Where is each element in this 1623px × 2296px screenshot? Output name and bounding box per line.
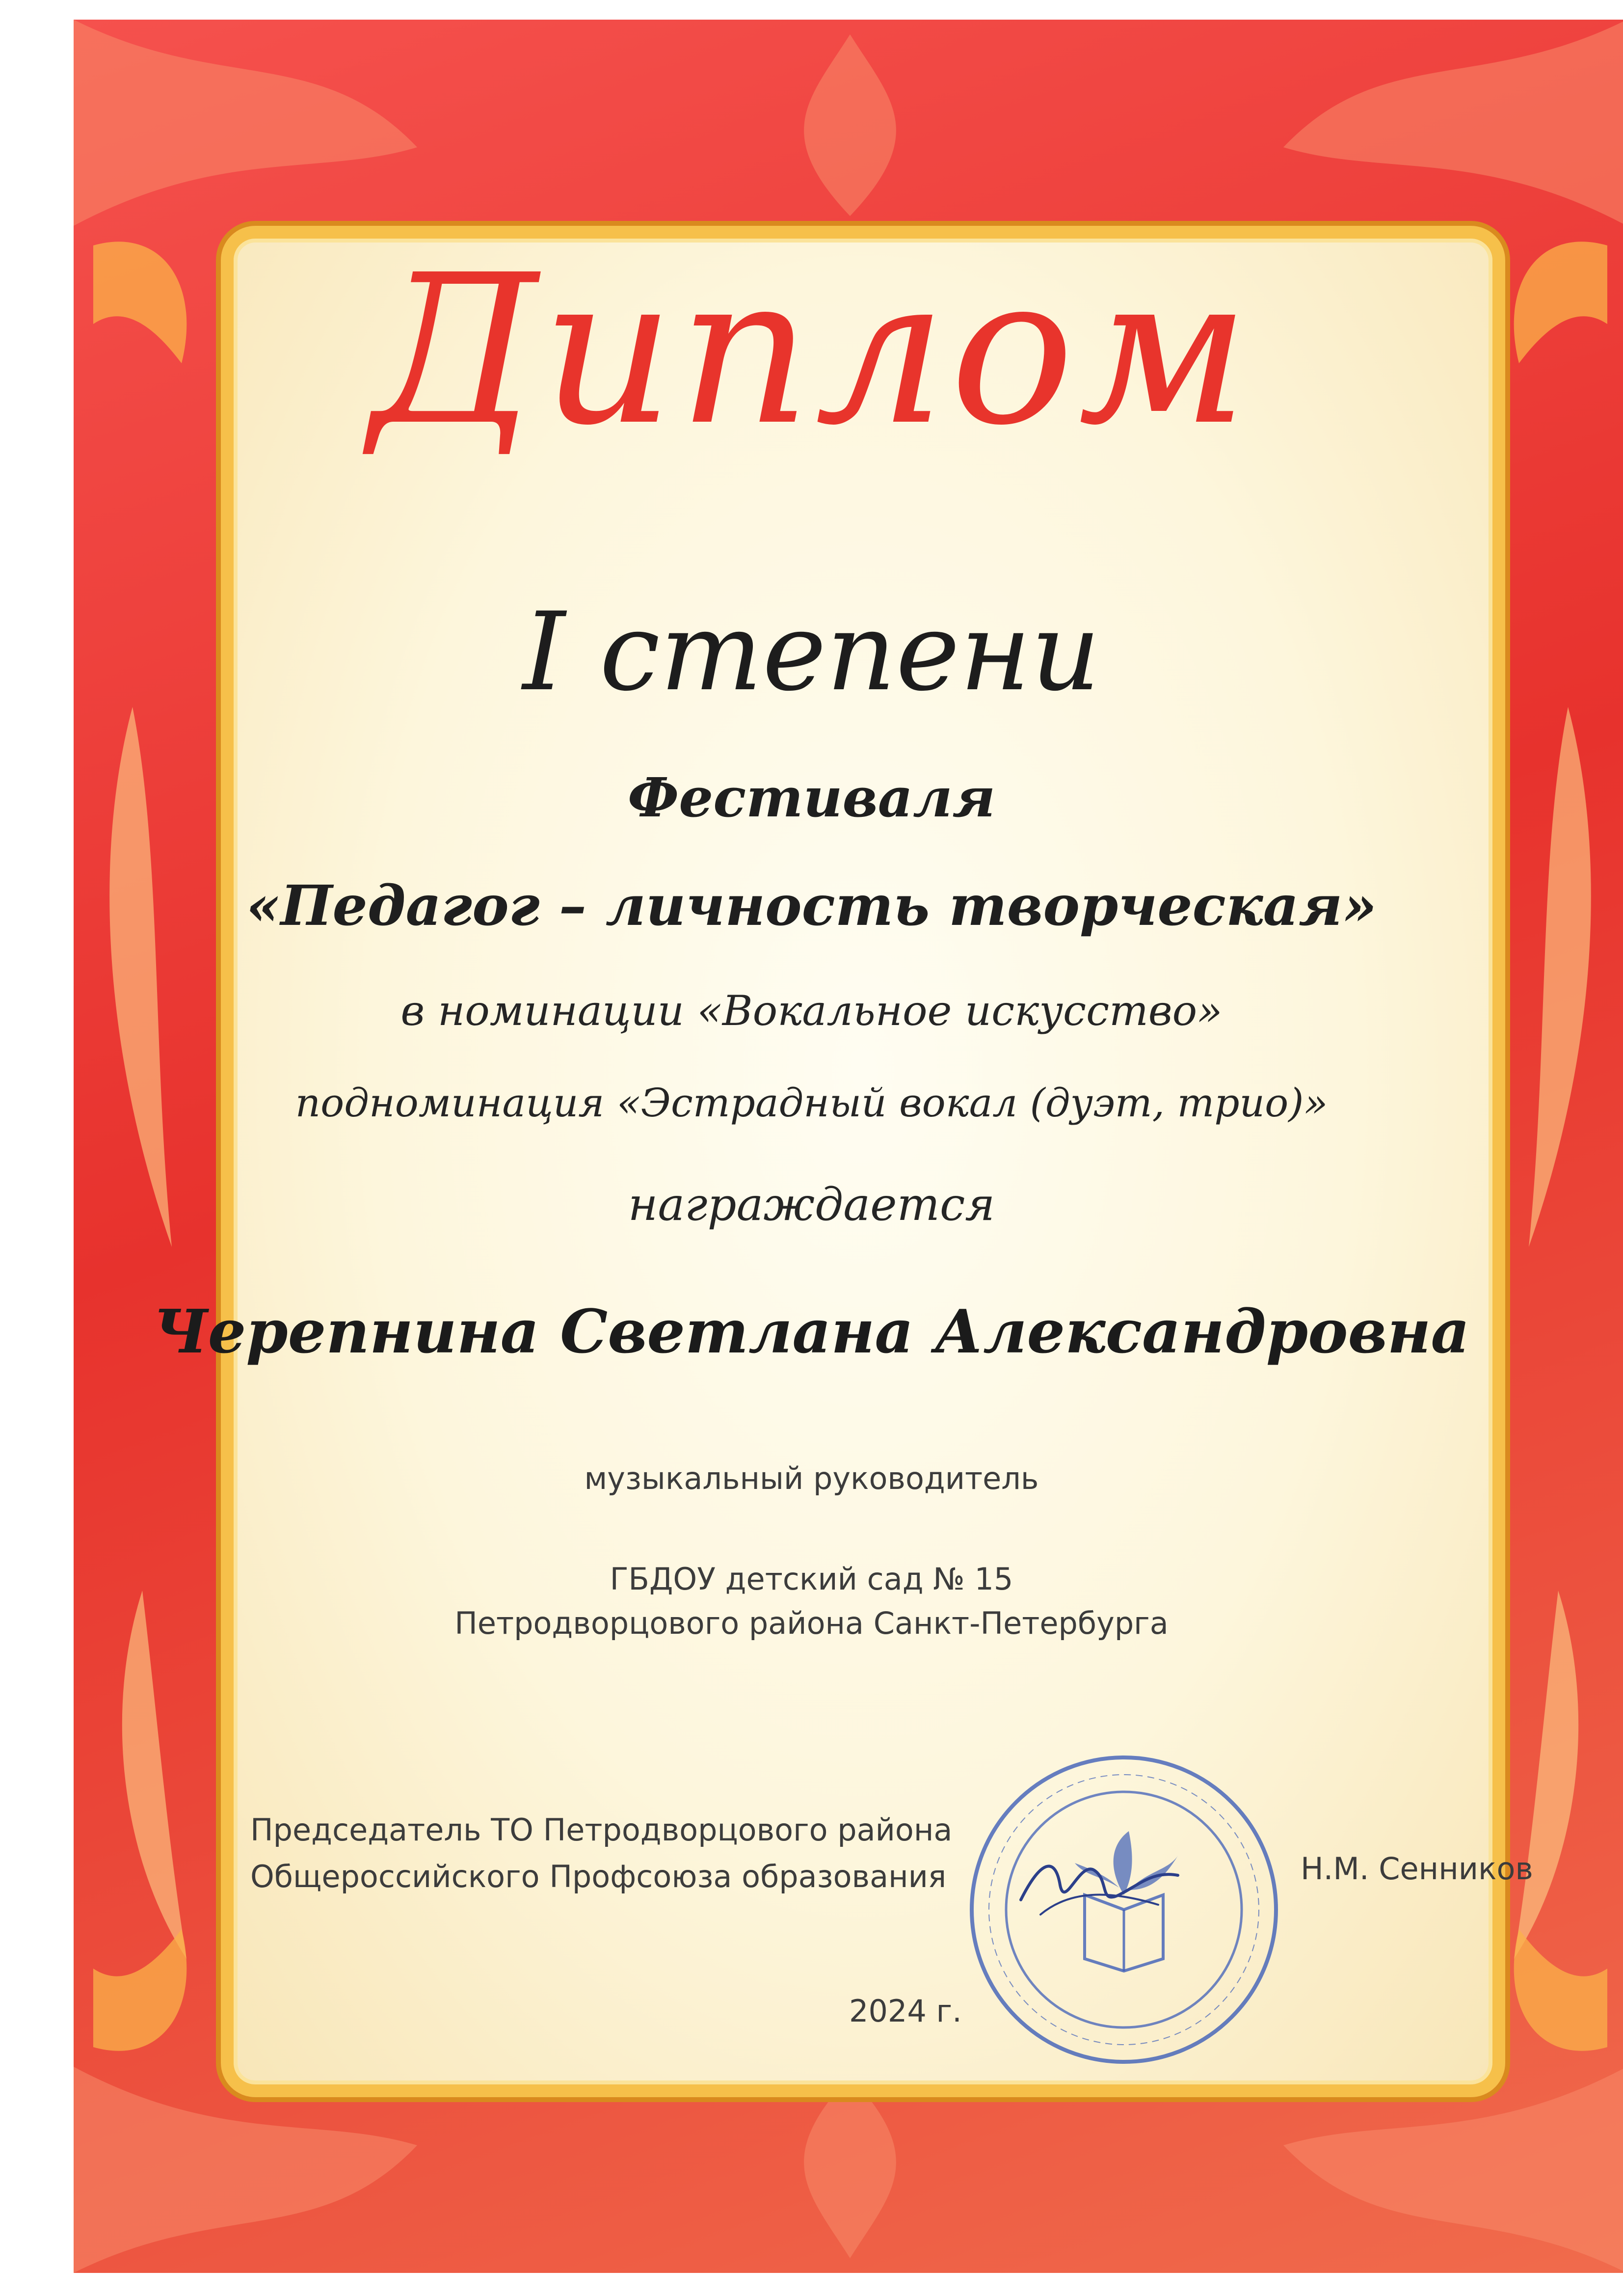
organization-line-2: Петродворцового района Санкт-Петербурга xyxy=(454,1605,1169,1641)
recipient-position: музыкальный руководитель xyxy=(584,1460,1039,1496)
festival-name: «Педагог – личность творческая» xyxy=(246,874,1377,938)
diploma-title: Диплом xyxy=(370,231,1253,471)
organization-line-1: ГБДОУ детский сад № 15 xyxy=(610,1561,1013,1597)
chair-title xyxy=(250,1807,1085,1900)
festival-label: Фестиваля xyxy=(627,766,996,829)
signer-name: Н.М. Сенников xyxy=(1301,1851,1533,1887)
awarded-line: награждается xyxy=(628,1178,995,1231)
issue-year: 2024 г. xyxy=(849,1993,962,2029)
chair-line-1: Председатель ТО Петродворцового района xyxy=(250,1812,953,1848)
nomination-line: в номинации «Вокальное искусство» xyxy=(400,987,1223,1035)
chair-line-2: Общероссийского Профсоюза образования xyxy=(250,1859,947,1894)
subnomination-line: подноминация «Эстрадный вокал (дуэт, трио)» xyxy=(295,1080,1328,1126)
recipient-name: Черепнина Светлана Александровна xyxy=(153,1296,1470,1367)
handwritten-signature xyxy=(1011,1841,1188,1924)
degree-line: I степени xyxy=(522,589,1101,715)
